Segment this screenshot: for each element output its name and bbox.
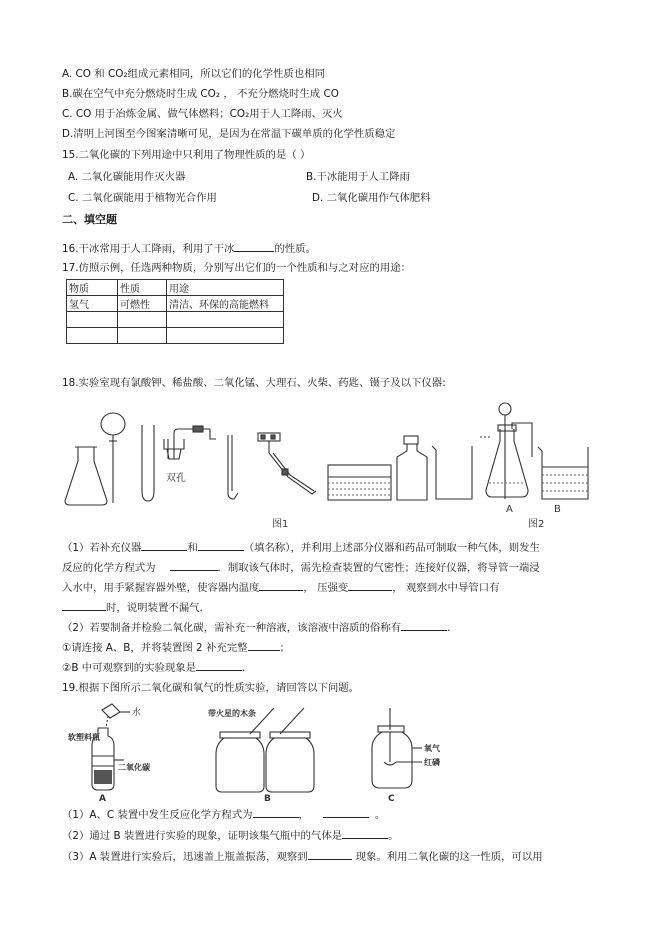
apparatus-b-icon bbox=[538, 447, 588, 499]
label-b: B bbox=[554, 504, 561, 515]
label-soft-plastic-bottle: 软塑料瓶 bbox=[68, 733, 100, 742]
q18-blank-instrument-2[interactable] bbox=[198, 539, 244, 551]
q15-option-b: B.干冰能用于人工降雨 bbox=[306, 171, 410, 183]
table-cell-example-use: 清洁、环保的高能燃料 bbox=[167, 296, 284, 312]
q19-blank-equation-c[interactable] bbox=[323, 806, 369, 818]
q18-text: ． bbox=[242, 662, 253, 674]
q18-text: ． bbox=[447, 622, 458, 634]
figure-2-caption: 图2 bbox=[528, 519, 545, 530]
combustion-spoon-bottle-icon bbox=[372, 708, 422, 788]
question-16 bbox=[62, 240, 316, 256]
q19-line-3 bbox=[62, 848, 543, 864]
table-header-property: 性质 bbox=[118, 280, 167, 296]
q18-blank-instrument-1[interactable] bbox=[141, 539, 187, 551]
q18-text: 和 bbox=[187, 542, 198, 554]
section-title: 二、填空题 bbox=[62, 213, 117, 226]
table-cell-empty[interactable] bbox=[167, 312, 284, 328]
q19-blank-phenomenon[interactable] bbox=[308, 848, 352, 860]
q18-text: ①请连接 A、B，并将装置图 2 补充完整 bbox=[62, 642, 248, 654]
label-oxygen: 氧气 bbox=[424, 744, 440, 753]
q19-text: ， bbox=[298, 809, 309, 821]
table-header-use: 用途 bbox=[167, 280, 284, 296]
q19-text: 现象。利用二氧化碳的这一性质，可以用 bbox=[355, 851, 543, 863]
table-cell-empty[interactable] bbox=[118, 312, 167, 328]
question-18: 18.实验室现有氯酸钾、稀盐酸、二氧化锰、大理石、火柴、药匙、镊子及以下仪器: bbox=[62, 377, 446, 389]
q16-text-b: 的性质。 bbox=[274, 243, 316, 255]
q19-text: （1）A、C 装置中发生反应化学方程式为 bbox=[62, 809, 253, 821]
label-glowing-splint: 带火星的木条 bbox=[208, 709, 256, 718]
table-header-substance: 物质 bbox=[67, 280, 118, 296]
q18-text: 反应的化学方程式为 bbox=[62, 562, 156, 574]
q19-text: 。 bbox=[374, 809, 386, 821]
question-17: 17.仿照示例，任选两种物质，分别写出它们的一个性质和与之对应的用途： bbox=[62, 262, 412, 274]
q18-blank-equation[interactable] bbox=[170, 559, 218, 571]
label-water: 水 bbox=[132, 708, 142, 718]
test-tube-icon bbox=[142, 425, 154, 501]
q18-text: ， 压强变 bbox=[303, 582, 349, 594]
q18-line-7 bbox=[62, 659, 252, 675]
table-cell-empty[interactable] bbox=[67, 312, 118, 328]
q18-blank-complete-figure[interactable] bbox=[248, 639, 280, 651]
q19-blank-equation-a[interactable] bbox=[253, 806, 299, 818]
q15-option-a: A. 二氧化碳能用作灭火器 bbox=[68, 171, 186, 183]
label-c: C bbox=[388, 794, 395, 804]
q15-option-c: C. 二氧化碳能用于植物光合作用 bbox=[68, 192, 217, 204]
q18-text: ； bbox=[279, 642, 290, 654]
q18-blank-phenomenon[interactable] bbox=[196, 659, 242, 671]
question-19: 19.根据下图所示二氧化碳和氧气的性质实验，请回答以下问题。 bbox=[62, 682, 360, 694]
q18-text: 入水中，用手紧握容器外壁，使容器内温度 bbox=[62, 582, 260, 594]
gas-bottles-icon bbox=[208, 708, 314, 792]
reagent-bottle-icon bbox=[397, 436, 427, 500]
q16-blank[interactable] bbox=[234, 240, 274, 252]
q18-text: ②B 中可观察到的实验现象是 bbox=[62, 662, 197, 674]
label-a: A bbox=[506, 504, 513, 515]
q18-line-4 bbox=[62, 599, 210, 615]
q16-text-a: 16.干冰常用于人工降雨，利用了干冰 bbox=[62, 243, 235, 255]
stopper-with-tube-icon bbox=[258, 433, 316, 494]
q15-option-d: D. 二氧化碳用作气体肥料 bbox=[312, 192, 431, 204]
question-15: 15.二氧化碳的下列用途中只利用了物理性质的是（ ） bbox=[62, 149, 311, 161]
water-trough-icon bbox=[328, 465, 391, 500]
table-cell-empty[interactable] bbox=[67, 328, 118, 344]
q18-blank-common-name[interactable] bbox=[401, 619, 447, 631]
q19-line-2 bbox=[62, 827, 399, 843]
q18-line-1 bbox=[62, 539, 540, 555]
q18-line-3 bbox=[62, 579, 500, 595]
separatory-funnel-icon bbox=[101, 413, 125, 503]
q18-text: ， 观察到水中导管口有 bbox=[392, 582, 500, 594]
label-b: B bbox=[264, 794, 271, 804]
q17-table bbox=[66, 279, 284, 344]
figure-19-apparatus bbox=[60, 700, 460, 805]
q18-blank-pressure[interactable] bbox=[348, 579, 392, 591]
option-b: B.碳在空气中充分燃烧时生成 CO₂ ， 不充分燃烧时生成 CO bbox=[62, 88, 339, 100]
label-a: A bbox=[99, 794, 106, 804]
q19-text: （2）通过 B 装置进行实验的现象，证明该集气瓶中的气体是 bbox=[62, 830, 343, 842]
option-d: D.清明上河图至今图案清晰可见，是因为在常温下碳单质的化学性质稳定 bbox=[62, 128, 396, 140]
q18-blank-temperature[interactable] bbox=[259, 579, 303, 591]
beaker-icon bbox=[432, 446, 472, 499]
apparatus-a-icon bbox=[480, 403, 532, 499]
q18-text: （填名称），并利用上述部分仪器和药品可制取一种气体，则发生 bbox=[243, 542, 540, 554]
table-cell-empty[interactable] bbox=[118, 328, 167, 344]
table-cell-example-substance: 氢气 bbox=[67, 296, 118, 312]
q19-text: 。 bbox=[388, 830, 399, 842]
table-cell-empty[interactable] bbox=[167, 328, 284, 344]
q18-line-6 bbox=[62, 639, 290, 655]
figure-1-caption: 图1 bbox=[272, 519, 289, 530]
q19-blank-gas[interactable] bbox=[342, 827, 388, 839]
figure-18-apparatus bbox=[60, 395, 605, 533]
q18-line-2 bbox=[62, 559, 540, 575]
q19-line-1 bbox=[62, 806, 385, 822]
q18-text: （2）若要制备并检验二氧化碳，需补充一种溶液，该溶液中溶质的俗称有 bbox=[62, 622, 402, 634]
q18-line-5 bbox=[62, 619, 458, 635]
double-hole-stopper-icon bbox=[164, 426, 216, 459]
option-a: A. CO 和 CO₂组成元素相同，所以它们的化学性质也相同 bbox=[62, 68, 325, 80]
option-c: C. CO 用于冶炼金属、做气体燃料；CO₂用于人工降雨、灭火 bbox=[62, 108, 343, 120]
q18-blank-bubbles[interactable] bbox=[62, 599, 106, 611]
q19-text: （3）A 装置进行实验后，迅速盖上瓶盖振荡，观察到 bbox=[62, 851, 308, 863]
q18-text: ．制取该气体时，需先检查装置的气密性；连接好仪器，将导管一端浸 bbox=[217, 562, 540, 574]
table-cell-example-property: 可燃性 bbox=[118, 296, 167, 312]
q18-text: （1）若补充仪器 bbox=[62, 542, 142, 554]
label-red-phosphorus: 红磷 bbox=[424, 758, 440, 767]
q18-text: 时，说明装置不漏气． bbox=[106, 602, 210, 614]
label-co2: 二氧化碳 bbox=[118, 763, 150, 772]
bent-glass-tube-icon bbox=[228, 435, 238, 499]
conical-flask-icon bbox=[65, 447, 107, 505]
label-shuangkong: 双孔 bbox=[166, 473, 186, 484]
soft-plastic-bottle-icon bbox=[92, 704, 120, 790]
